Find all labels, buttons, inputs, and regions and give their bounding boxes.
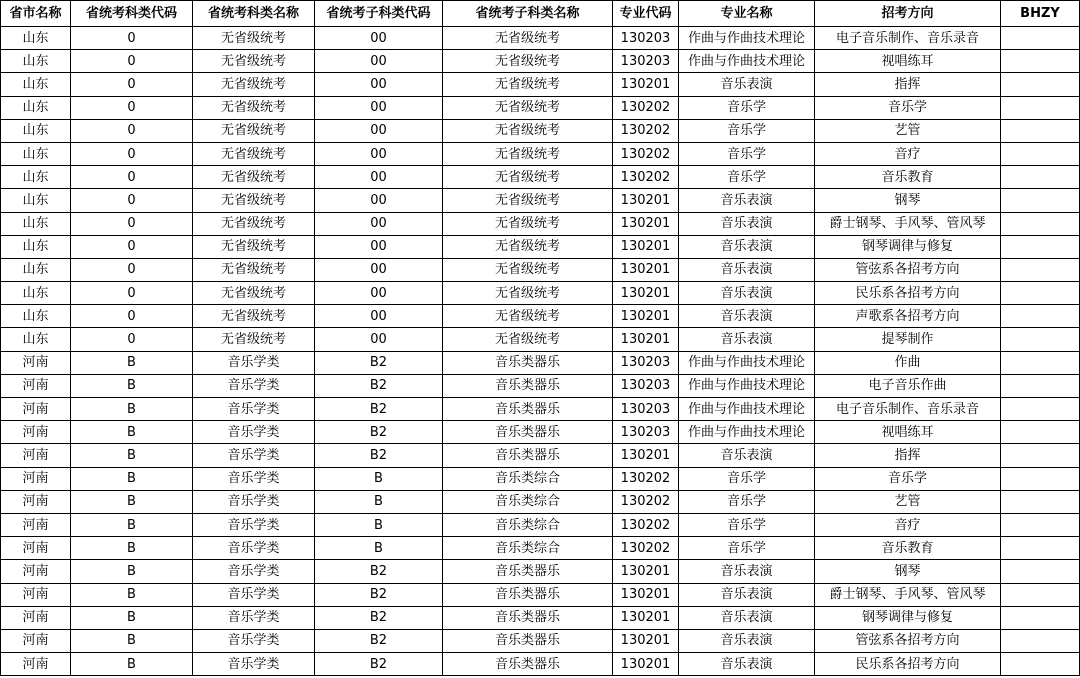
cell-subcategory-code: B2 <box>315 374 443 397</box>
cell-category-code: 0 <box>71 305 193 328</box>
cell-major-name: 音乐学 <box>679 490 815 513</box>
cell-major-code: 130201 <box>613 212 679 235</box>
cell-subcategory-name: 音乐类器乐 <box>443 629 613 652</box>
cell-subcategory-name: 音乐类综合 <box>443 513 613 536</box>
cell-major-code: 130203 <box>613 398 679 421</box>
cell-bhzy <box>1001 629 1080 652</box>
cell-major-code: 130203 <box>613 50 679 73</box>
cell-bhzy <box>1001 96 1080 119</box>
cell-major-name: 作曲与作曲技术理论 <box>679 398 815 421</box>
cell-direction: 爵士钢琴、手风琴、管风琴 <box>815 583 1001 606</box>
table-row <box>1 583 1080 606</box>
cell-subcategory-code: 00 <box>315 96 443 119</box>
cell-category-code: 0 <box>71 27 193 50</box>
cell-subcategory-code: B <box>315 467 443 490</box>
cell-subcategory-name: 音乐类综合 <box>443 467 613 490</box>
cell-subcategory-name: 无省级统考 <box>443 96 613 119</box>
cell-direction: 声歌系各招考方向 <box>815 305 1001 328</box>
cell-bhzy <box>1001 189 1080 212</box>
cell-category-code: B <box>71 560 193 583</box>
cell-major-code: 130203 <box>613 351 679 374</box>
cell-category-code: 0 <box>71 166 193 189</box>
cell-province: 河南 <box>1 398 71 421</box>
cell-subcategory-code: 00 <box>315 142 443 165</box>
cell-subcategory-code: 00 <box>315 189 443 212</box>
header-subcategory-code: 省统考子科类代码 <box>315 1 443 27</box>
cell-major-name: 音乐学 <box>679 142 815 165</box>
cell-subcategory-name: 无省级统考 <box>443 328 613 351</box>
header-category-code: 省统考科类代码 <box>71 1 193 27</box>
table-row <box>1 189 1080 212</box>
cell-major-name: 作曲与作曲技术理论 <box>679 27 815 50</box>
cell-province: 山东 <box>1 166 71 189</box>
table-row <box>1 513 1080 536</box>
cell-category-name: 音乐学类 <box>193 398 315 421</box>
cell-subcategory-code: B <box>315 513 443 536</box>
cell-subcategory-code: B2 <box>315 583 443 606</box>
cell-bhzy <box>1001 398 1080 421</box>
cell-direction: 钢琴调律与修复 <box>815 235 1001 258</box>
cell-category-name: 音乐学类 <box>193 653 315 676</box>
cell-bhzy <box>1001 328 1080 351</box>
table-row <box>1 212 1080 235</box>
cell-major-code: 130202 <box>613 490 679 513</box>
cell-category-code: B <box>71 351 193 374</box>
header-province: 省市名称 <box>1 1 71 27</box>
cell-subcategory-name: 无省级统考 <box>443 212 613 235</box>
table-row <box>1 50 1080 73</box>
cell-category-code: 0 <box>71 142 193 165</box>
cell-direction: 电子音乐制作、音乐录音 <box>815 27 1001 50</box>
cell-category-name: 无省级统考 <box>193 119 315 142</box>
cell-major-name: 音乐表演 <box>679 235 815 258</box>
cell-category-name: 无省级统考 <box>193 189 315 212</box>
cell-bhzy <box>1001 212 1080 235</box>
cell-subcategory-name: 无省级统考 <box>443 166 613 189</box>
cell-category-name: 音乐学类 <box>193 560 315 583</box>
cell-province: 河南 <box>1 490 71 513</box>
cell-category-name: 音乐学类 <box>193 421 315 444</box>
cell-direction: 钢琴 <box>815 560 1001 583</box>
cell-subcategory-name: 音乐类综合 <box>443 490 613 513</box>
cell-subcategory-code: B <box>315 490 443 513</box>
cell-province: 山东 <box>1 235 71 258</box>
cell-subcategory-code: B2 <box>315 351 443 374</box>
cell-subcategory-name: 无省级统考 <box>443 142 613 165</box>
cell-bhzy <box>1001 537 1080 560</box>
header-category-name: 省统考科类名称 <box>193 1 315 27</box>
cell-major-name: 音乐表演 <box>679 653 815 676</box>
cell-major-name: 音乐表演 <box>679 73 815 96</box>
cell-bhzy <box>1001 560 1080 583</box>
cell-category-name: 无省级统考 <box>193 96 315 119</box>
table-row <box>1 629 1080 652</box>
cell-province: 山东 <box>1 96 71 119</box>
table-row <box>1 27 1080 50</box>
table-row <box>1 282 1080 305</box>
cell-major-code: 130201 <box>613 258 679 281</box>
cell-bhzy <box>1001 421 1080 444</box>
cell-subcategory-name: 音乐类器乐 <box>443 351 613 374</box>
cell-direction: 民乐系各招考方向 <box>815 653 1001 676</box>
cell-bhzy <box>1001 282 1080 305</box>
cell-major-code: 130202 <box>613 96 679 119</box>
cell-category-code: 0 <box>71 282 193 305</box>
cell-major-code: 130201 <box>613 606 679 629</box>
header-bhzy: BHZY <box>1001 1 1080 27</box>
cell-subcategory-name: 无省级统考 <box>443 305 613 328</box>
cell-category-name: 无省级统考 <box>193 73 315 96</box>
cell-province: 河南 <box>1 421 71 444</box>
cell-subcategory-code: 00 <box>315 50 443 73</box>
cell-bhzy <box>1001 606 1080 629</box>
cell-subcategory-name: 无省级统考 <box>443 235 613 258</box>
table-row <box>1 305 1080 328</box>
cell-subcategory-code: B2 <box>315 398 443 421</box>
cell-category-name: 音乐学类 <box>193 629 315 652</box>
cell-category-code: B <box>71 629 193 652</box>
cell-category-name: 音乐学类 <box>193 606 315 629</box>
cell-direction: 电子音乐制作、音乐录音 <box>815 398 1001 421</box>
header-major-code: 专业代码 <box>613 1 679 27</box>
cell-province: 山东 <box>1 50 71 73</box>
cell-subcategory-code: B <box>315 537 443 560</box>
cell-major-name: 音乐学 <box>679 467 815 490</box>
cell-subcategory-name: 音乐类器乐 <box>443 560 613 583</box>
table-row <box>1 606 1080 629</box>
cell-category-name: 音乐学类 <box>193 467 315 490</box>
cell-bhzy <box>1001 73 1080 96</box>
cell-category-code: 0 <box>71 73 193 96</box>
cell-bhzy <box>1001 374 1080 397</box>
cell-subcategory-name: 无省级统考 <box>443 73 613 96</box>
cell-category-code: B <box>71 537 193 560</box>
cell-province: 河南 <box>1 653 71 676</box>
cell-major-name: 音乐学 <box>679 96 815 119</box>
cell-major-code: 130201 <box>613 305 679 328</box>
cell-direction: 作曲 <box>815 351 1001 374</box>
cell-category-name: 音乐学类 <box>193 351 315 374</box>
cell-major-name: 音乐表演 <box>679 444 815 467</box>
cell-direction: 管弦系各招考方向 <box>815 258 1001 281</box>
table-row <box>1 96 1080 119</box>
cell-direction: 音疗 <box>815 142 1001 165</box>
cell-province: 山东 <box>1 119 71 142</box>
table-row <box>1 351 1080 374</box>
cell-major-name: 音乐学 <box>679 513 815 536</box>
cell-category-name: 无省级统考 <box>193 305 315 328</box>
cell-major-code: 130203 <box>613 27 679 50</box>
cell-province: 河南 <box>1 444 71 467</box>
cell-province: 山东 <box>1 282 71 305</box>
cell-major-code: 130202 <box>613 142 679 165</box>
cell-major-name: 音乐表演 <box>679 328 815 351</box>
cell-subcategory-code: 00 <box>315 73 443 96</box>
cell-bhzy <box>1001 583 1080 606</box>
cell-direction: 指挥 <box>815 444 1001 467</box>
cell-direction: 音乐教育 <box>815 166 1001 189</box>
cell-province: 山东 <box>1 258 71 281</box>
cell-subcategory-name: 无省级统考 <box>443 282 613 305</box>
cell-category-code: 0 <box>71 96 193 119</box>
cell-category-name: 音乐学类 <box>193 374 315 397</box>
cell-category-name: 无省级统考 <box>193 166 315 189</box>
cell-major-code: 130201 <box>613 629 679 652</box>
cell-province: 河南 <box>1 560 71 583</box>
cell-category-name: 音乐学类 <box>193 513 315 536</box>
cell-category-code: B <box>71 467 193 490</box>
cell-subcategory-code: 00 <box>315 166 443 189</box>
table-row <box>1 560 1080 583</box>
cell-province: 山东 <box>1 212 71 235</box>
header-row <box>1 1 1080 27</box>
cell-subcategory-code: 00 <box>315 119 443 142</box>
cell-category-code: B <box>71 444 193 467</box>
cell-category-name: 无省级统考 <box>193 282 315 305</box>
cell-province: 河南 <box>1 351 71 374</box>
cell-direction: 艺管 <box>815 490 1001 513</box>
cell-category-code: B <box>71 374 193 397</box>
cell-category-code: 0 <box>71 212 193 235</box>
cell-direction: 视唱练耳 <box>815 421 1001 444</box>
cell-major-name: 音乐表演 <box>679 606 815 629</box>
table-row <box>1 398 1080 421</box>
cell-direction: 提琴制作 <box>815 328 1001 351</box>
cell-major-name: 音乐学 <box>679 119 815 142</box>
cell-subcategory-name: 无省级统考 <box>443 258 613 281</box>
table-row <box>1 444 1080 467</box>
cell-subcategory-code: 00 <box>315 305 443 328</box>
cell-category-code: 0 <box>71 189 193 212</box>
table-row <box>1 119 1080 142</box>
cell-category-name: 无省级统考 <box>193 142 315 165</box>
cell-province: 河南 <box>1 606 71 629</box>
cell-category-name: 音乐学类 <box>193 583 315 606</box>
cell-subcategory-code: 00 <box>315 212 443 235</box>
cell-direction: 钢琴调律与修复 <box>815 606 1001 629</box>
cell-bhzy <box>1001 444 1080 467</box>
cell-direction: 音疗 <box>815 513 1001 536</box>
cell-major-code: 130202 <box>613 119 679 142</box>
cell-major-code: 130202 <box>613 467 679 490</box>
cell-bhzy <box>1001 166 1080 189</box>
cell-major-name: 作曲与作曲技术理论 <box>679 50 815 73</box>
cell-bhzy <box>1001 513 1080 536</box>
cell-bhzy <box>1001 305 1080 328</box>
cell-subcategory-code: 00 <box>315 235 443 258</box>
cell-direction: 电子音乐作曲 <box>815 374 1001 397</box>
table-row <box>1 653 1080 676</box>
cell-major-code: 130201 <box>613 73 679 96</box>
table-body <box>1 27 1080 676</box>
cell-subcategory-name: 音乐类综合 <box>443 537 613 560</box>
cell-category-code: 0 <box>71 258 193 281</box>
table-row <box>1 467 1080 490</box>
cell-major-name: 音乐表演 <box>679 629 815 652</box>
cell-subcategory-code: 00 <box>315 258 443 281</box>
cell-category-code: B <box>71 513 193 536</box>
cell-major-name: 作曲与作曲技术理论 <box>679 351 815 374</box>
cell-category-name: 无省级统考 <box>193 27 315 50</box>
cell-direction: 管弦系各招考方向 <box>815 629 1001 652</box>
cell-subcategory-code: B2 <box>315 629 443 652</box>
cell-major-name: 音乐学 <box>679 166 815 189</box>
cell-major-name: 音乐表演 <box>679 258 815 281</box>
cell-category-code: 0 <box>71 50 193 73</box>
cell-major-name: 音乐表演 <box>679 189 815 212</box>
cell-major-name: 音乐表演 <box>679 560 815 583</box>
cell-direction: 音乐学 <box>815 96 1001 119</box>
cell-bhzy <box>1001 490 1080 513</box>
cell-subcategory-code: B2 <box>315 606 443 629</box>
cell-province: 河南 <box>1 374 71 397</box>
cell-province: 河南 <box>1 583 71 606</box>
cell-subcategory-name: 无省级统考 <box>443 50 613 73</box>
cell-category-code: 0 <box>71 235 193 258</box>
cell-major-code: 130202 <box>613 166 679 189</box>
cell-category-name: 无省级统考 <box>193 328 315 351</box>
cell-bhzy <box>1001 142 1080 165</box>
cell-major-code: 130201 <box>613 583 679 606</box>
cell-major-code: 130203 <box>613 421 679 444</box>
cell-major-code: 130203 <box>613 374 679 397</box>
table-row <box>1 73 1080 96</box>
cell-major-name: 音乐表演 <box>679 212 815 235</box>
cell-category-code: 0 <box>71 119 193 142</box>
cell-direction: 艺管 <box>815 119 1001 142</box>
cell-direction: 音乐教育 <box>815 537 1001 560</box>
cell-direction: 指挥 <box>815 73 1001 96</box>
cell-subcategory-code: 00 <box>315 27 443 50</box>
cell-major-name: 作曲与作曲技术理论 <box>679 421 815 444</box>
cell-major-code: 130201 <box>613 444 679 467</box>
cell-subcategory-name: 音乐类器乐 <box>443 653 613 676</box>
cell-major-code: 130201 <box>613 328 679 351</box>
cell-province: 河南 <box>1 467 71 490</box>
cell-category-name: 无省级统考 <box>193 235 315 258</box>
cell-province: 山东 <box>1 305 71 328</box>
cell-major-code: 130201 <box>613 282 679 305</box>
cell-subcategory-name: 无省级统考 <box>443 27 613 50</box>
cell-category-code: B <box>71 606 193 629</box>
cell-province: 山东 <box>1 27 71 50</box>
cell-bhzy <box>1001 653 1080 676</box>
header-major-name: 专业名称 <box>679 1 815 27</box>
cell-subcategory-name: 音乐类器乐 <box>443 583 613 606</box>
header-subcategory-name: 省统考子科类名称 <box>443 1 613 27</box>
cell-direction: 民乐系各招考方向 <box>815 282 1001 305</box>
cell-province: 山东 <box>1 328 71 351</box>
cell-bhzy <box>1001 467 1080 490</box>
cell-subcategory-code: B2 <box>315 421 443 444</box>
cell-major-name: 作曲与作曲技术理论 <box>679 374 815 397</box>
cell-category-name: 无省级统考 <box>193 258 315 281</box>
cell-major-code: 130201 <box>613 235 679 258</box>
header-direction: 招考方向 <box>815 1 1001 27</box>
cell-category-code: 0 <box>71 328 193 351</box>
cell-subcategory-name: 音乐类器乐 <box>443 398 613 421</box>
cell-bhzy <box>1001 235 1080 258</box>
cell-subcategory-name: 音乐类器乐 <box>443 374 613 397</box>
cell-direction: 钢琴 <box>815 189 1001 212</box>
cell-major-name: 音乐表演 <box>679 282 815 305</box>
cell-province: 河南 <box>1 629 71 652</box>
cell-category-code: B <box>71 421 193 444</box>
table-row <box>1 537 1080 560</box>
cell-direction: 爵士钢琴、手风琴、管风琴 <box>815 212 1001 235</box>
cell-province: 河南 <box>1 537 71 560</box>
cell-category-code: B <box>71 583 193 606</box>
cell-category-code: B <box>71 653 193 676</box>
cell-category-name: 无省级统考 <box>193 50 315 73</box>
table-row <box>1 374 1080 397</box>
cell-province: 河南 <box>1 513 71 536</box>
cell-subcategory-code: 00 <box>315 282 443 305</box>
cell-bhzy <box>1001 119 1080 142</box>
cell-major-code: 130202 <box>613 513 679 536</box>
cell-province: 山东 <box>1 73 71 96</box>
table-row <box>1 166 1080 189</box>
cell-category-name: 音乐学类 <box>193 490 315 513</box>
table-row <box>1 490 1080 513</box>
cell-major-name: 音乐表演 <box>679 583 815 606</box>
table-row <box>1 258 1080 281</box>
cell-bhzy <box>1001 27 1080 50</box>
cell-subcategory-name: 音乐类器乐 <box>443 444 613 467</box>
cell-subcategory-name: 音乐类器乐 <box>443 606 613 629</box>
cell-province: 山东 <box>1 142 71 165</box>
table-row <box>1 142 1080 165</box>
cell-major-name: 音乐学 <box>679 537 815 560</box>
cell-major-code: 130201 <box>613 189 679 212</box>
cell-major-name: 音乐表演 <box>679 305 815 328</box>
cell-direction: 音乐学 <box>815 467 1001 490</box>
cell-subcategory-code: B2 <box>315 444 443 467</box>
cell-category-code: B <box>71 490 193 513</box>
cell-subcategory-name: 无省级统考 <box>443 119 613 142</box>
cell-bhzy <box>1001 258 1080 281</box>
cell-bhzy <box>1001 351 1080 374</box>
cell-category-code: B <box>71 398 193 421</box>
cell-major-code: 130202 <box>613 537 679 560</box>
cell-subcategory-code: 00 <box>315 328 443 351</box>
cell-category-name: 音乐学类 <box>193 537 315 560</box>
cell-direction: 视唱练耳 <box>815 50 1001 73</box>
cell-province: 山东 <box>1 189 71 212</box>
cell-bhzy <box>1001 50 1080 73</box>
cell-major-code: 130201 <box>613 653 679 676</box>
cell-subcategory-code: B2 <box>315 653 443 676</box>
cell-category-name: 音乐学类 <box>193 444 315 467</box>
table-row <box>1 235 1080 258</box>
cell-major-code: 130201 <box>613 560 679 583</box>
table-row <box>1 328 1080 351</box>
table-row <box>1 421 1080 444</box>
cell-subcategory-code: B2 <box>315 560 443 583</box>
cell-category-name: 无省级统考 <box>193 212 315 235</box>
cell-subcategory-name: 音乐类器乐 <box>443 421 613 444</box>
cell-subcategory-name: 无省级统考 <box>443 189 613 212</box>
